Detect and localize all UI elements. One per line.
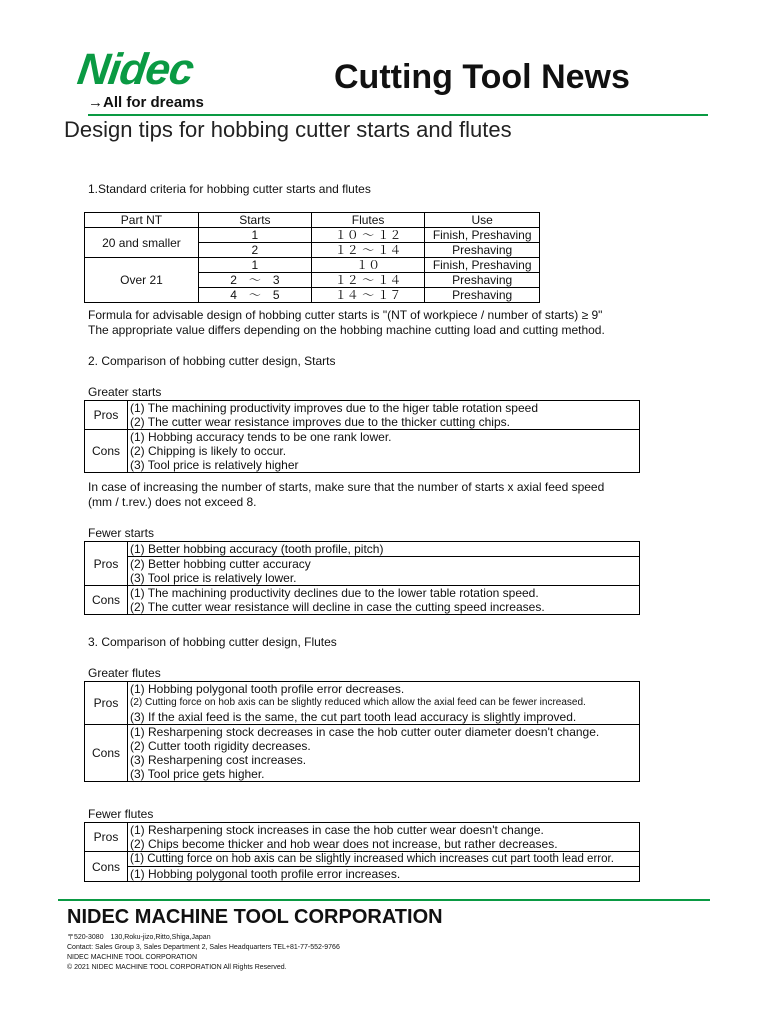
table-cell: Finish, Preshaving — [425, 228, 540, 243]
pros-item: (1) Hobbing polygonal tooth profile error decreases. — [128, 682, 640, 697]
cons-item: (1) Hobbing accuracy tends to be one rank lower. — [128, 430, 640, 445]
table-cell: １０ — [311, 258, 425, 273]
group-cell: 20 and smaller — [85, 228, 199, 258]
fewer-flutes-table — [84, 822, 640, 882]
table-cell: Finish, Preshaving — [425, 258, 540, 273]
company-name: NIDEC MACHINE TOOL CORPORATION — [67, 906, 443, 928]
cons-item: (3) Tool price gets higher. — [128, 767, 640, 782]
pros-label: Pros — [85, 823, 128, 852]
table-row — [85, 586, 640, 601]
table-row — [85, 682, 640, 697]
cons-item: (3) Resharpening cost increases. — [128, 753, 640, 767]
company-address: 〒520-3080 130,Roku-jizo,Ritto,Shiga,Japan — [67, 934, 211, 941]
table-cell: １２ ～ １４ — [311, 243, 425, 258]
cons-label: Cons — [85, 852, 128, 882]
pros-label: Pros — [85, 401, 128, 430]
cons-item: (3) Tool price is relatively higher — [128, 458, 640, 473]
table-row — [85, 710, 640, 725]
pros-item: (1) Resharpening stock increases in case the hob cutter wear doesn't change. — [128, 823, 640, 838]
column-header: Flutes — [311, 213, 425, 228]
copyright: © 2021 NIDEC MACHINE TOOL CORPORATION All Rights Reserved. — [67, 964, 287, 971]
table-row — [85, 228, 540, 243]
section2-heading: 2. Comparison of hobbing cutter design, Starts — [88, 354, 336, 368]
table-row — [85, 415, 640, 430]
nidec-logo: Nidec — [74, 45, 197, 94]
table-row — [85, 557, 640, 572]
fewer-flutes-title: Fewer flutes — [88, 807, 154, 821]
table-row — [85, 444, 640, 458]
cons-label: Cons — [85, 430, 128, 473]
column-header: Starts — [198, 213, 311, 228]
cons-item: (2) The cutter wear resistance will decline in case the cutting speed increases. — [128, 600, 640, 615]
cons-item: (2) Chipping is likely to occur. — [128, 444, 640, 458]
table-row — [85, 753, 640, 767]
pros-label: Pros — [85, 682, 128, 725]
table-row — [85, 542, 640, 557]
table-row — [85, 823, 640, 838]
table-row — [85, 600, 640, 615]
logo-tagline — [88, 94, 204, 111]
section1-heading: 1.Standard criteria for hobbing cutter starts and flutes — [88, 182, 371, 196]
footer-rule — [58, 899, 710, 901]
cons-item: (1) Cutting force on hob axis can be slightly increased which increases cut part tooth lead error. — [128, 852, 640, 867]
table-header-row — [85, 213, 540, 228]
pros-item: (2) Chips become thicker and hob wear does not increase, but rather decreases. — [128, 837, 640, 852]
pros-item: (2) The cutter wear resistance improves due to the thicker cutting chips. — [128, 415, 640, 430]
cons-item: (1) Resharpening stock decreases in case the hob cutter outer diameter doesn't change. — [128, 725, 640, 740]
starts-note-line1: In case of increasing the number of starts, make sure that the number of starts x axial feed speed — [88, 480, 605, 494]
greater-flutes-table — [84, 681, 640, 782]
table-row — [85, 739, 640, 753]
greater-starts-table — [84, 400, 640, 473]
starts-note-line2: (mm / t.rev.) does not exceed 8. — [88, 495, 257, 509]
table-cell: 2 — [198, 243, 311, 258]
table-cell: Preshaving — [425, 243, 540, 258]
tagline-text: All for dreams — [103, 94, 204, 111]
table-cell: １０ ～ １２ — [311, 228, 425, 243]
fewer-starts-title: Fewer starts — [88, 526, 155, 540]
greater-flutes-title: Greater flutes — [88, 666, 161, 680]
pros-item: (3) If the axial feed is the same, the cut part tooth lead accuracy is slightly improved. — [128, 710, 640, 725]
column-header: Use — [425, 213, 540, 228]
header-rule — [88, 114, 708, 116]
table-row — [85, 725, 640, 740]
cons-label: Cons — [85, 586, 128, 615]
company-name-small: NIDEC MACHINE TOOL CORPORATION — [67, 954, 198, 961]
table-row — [85, 837, 640, 852]
document-title: Design tips for hobbing cutter starts and flutes — [64, 117, 512, 142]
table-cell: Preshaving — [425, 288, 540, 303]
table-row — [85, 571, 640, 586]
arrow-icon: → — [88, 94, 103, 111]
table-row — [85, 458, 640, 473]
cons-item: (2) Cutter tooth rigidity decreases. — [128, 739, 640, 753]
table-cell: 4 ～ 5 — [198, 288, 311, 303]
table-row — [85, 852, 640, 867]
table-row — [85, 430, 640, 445]
group-cell: Over 21 — [85, 258, 199, 303]
pros-item: (3) Tool price is relatively lower. — [128, 571, 640, 586]
pros-item: (1) Better hobbing accuracy (tooth profile, pitch) — [128, 542, 640, 557]
formula-note: Formula for advisable design of hobbing cutter starts is "(NT of workpiece / number of starts) ≥ 9" — [88, 308, 603, 322]
table-row — [85, 258, 540, 273]
table-cell: 1 — [198, 258, 311, 273]
greater-starts-title: Greater starts — [88, 385, 162, 399]
table-cell: 1 — [198, 228, 311, 243]
column-header: Part NT — [85, 213, 199, 228]
contact-info: Contact: Sales Group 3, Sales Department 2, Sales Headquarters TEL+81-77-552-9766 — [67, 944, 340, 951]
pros-item: (2) Better hobbing cutter accuracy — [128, 557, 640, 572]
starts-flutes-table — [84, 212, 540, 303]
table-row — [85, 696, 640, 710]
table-cell: １２ ～ １４ — [311, 273, 425, 288]
table-row — [85, 401, 640, 416]
pros-item: (1) The machining productivity improves due to the higer table rotation speed — [128, 401, 640, 416]
news-title: Cutting Tool News — [334, 58, 630, 96]
table-cell: Preshaving — [425, 273, 540, 288]
cons-label: Cons — [85, 725, 128, 782]
cons-item: (1) Hobbing polygonal tooth profile error increases. — [128, 867, 640, 882]
table-cell: １４ ～ １７ — [311, 288, 425, 303]
pros-label: Pros — [85, 542, 128, 586]
cons-item: (1) The machining productivity declines due to the lower table rotation speed. — [128, 586, 640, 601]
table-cell: 2 ～ 3 — [198, 273, 311, 288]
pros-item: (2) Cutting force on hob axis can be slightly reduced which allow the axial feed can be fewer increased. — [128, 696, 640, 710]
fewer-starts-table — [84, 541, 640, 615]
appropriate-value-note: The appropriate value differs depending on the hobbing machine cutting load and cutting method. — [88, 323, 605, 337]
section3-heading: 3. Comparison of hobbing cutter design, Flutes — [88, 635, 337, 649]
table-row — [85, 867, 640, 882]
table-row — [85, 767, 640, 782]
